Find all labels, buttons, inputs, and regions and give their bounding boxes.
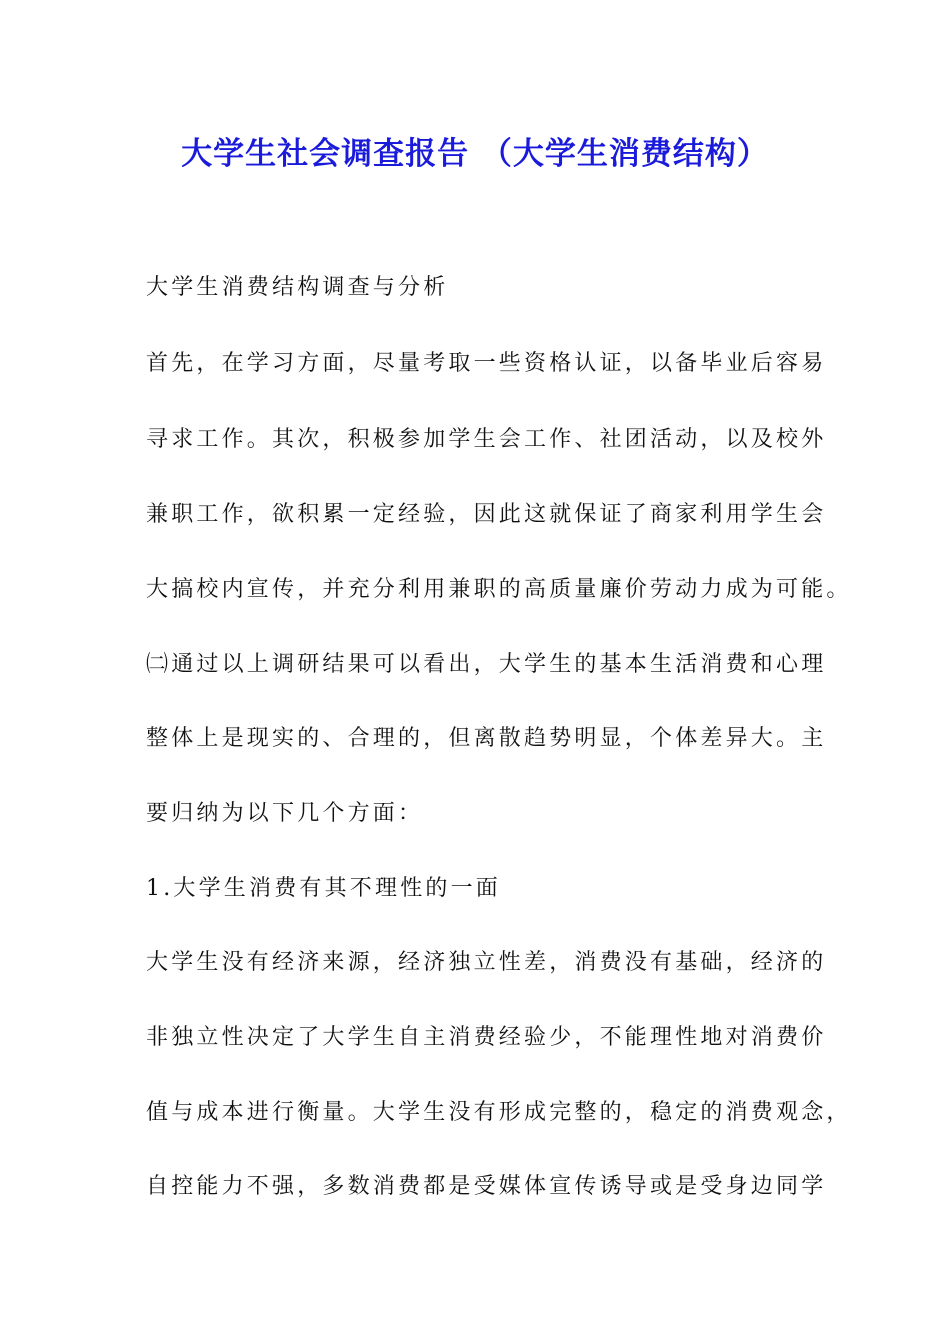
paragraph-line: 寻求工作。其次，积极参加学生会工作、社团活动，以及校外	[146, 427, 827, 452]
paragraph-line: 兼职工作，欲积累一定经验，因此这就保证了商家利用学生会	[146, 502, 827, 527]
paragraph-line: 整体上是现实的、合理的，但离散趋势明显，个体差异大。主	[146, 726, 827, 751]
paragraph-line: 要归纳为以下几个方面：	[146, 801, 424, 826]
paragraph-line: 大学生没有经济来源，经济独立性差，消费没有基础，经济的	[146, 950, 827, 975]
paragraph-line: 大搞校内宣传，并充分利用兼职的高质量廉价劳动力成为可能。	[146, 577, 852, 602]
paragraph-line: 首先，在学习方面，尽量考取一些资格认证，以备毕业后容易	[146, 351, 827, 376]
paragraph-line: 非独立性决定了大学生自主消费经验少，不能理性地对消费价	[146, 1025, 827, 1050]
section-heading: 大学生消费结构调查与分析	[146, 275, 449, 300]
subsection-heading: 1.大学生消费有其不理性的一面	[146, 876, 501, 901]
document-title: 大学生社会调查报告 （大学生消费结构）	[181, 136, 769, 172]
paragraph-line: 自控能力不强，多数消费都是受媒体宣传诱导或是受身边同学	[146, 1174, 827, 1199]
paragraph-line: 值与成本进行衡量。大学生没有形成完整的，稳定的消费观念，	[146, 1100, 852, 1125]
paragraph-line: ㈡通过以上调研结果可以看出，大学生的基本生活消费和心理	[146, 652, 827, 677]
